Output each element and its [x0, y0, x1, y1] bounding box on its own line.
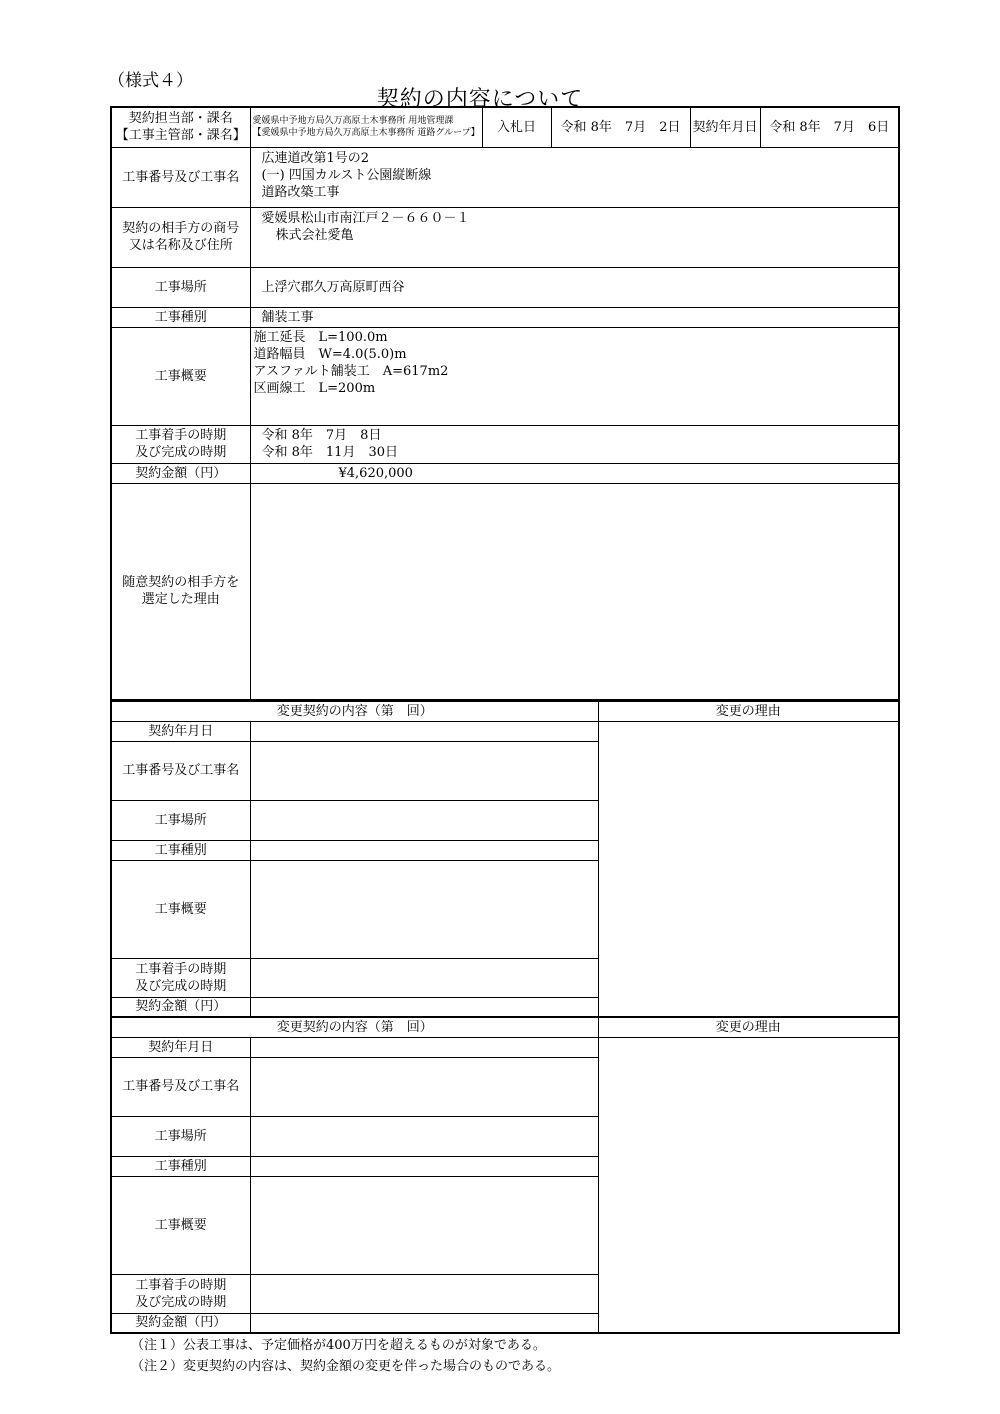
change-date-value [250, 721, 598, 741]
contractor-label: 契約の相手方の商号 又は名称及び住所 [111, 207, 250, 267]
contract-date-value: 令和 8年 7月 6日 [760, 107, 899, 147]
amount-label: 契約金額（円） [111, 463, 250, 483]
note-1: （注１）公表工事は、予定価格が400万円を超えるものが対象である。 [131, 1338, 546, 1353]
change-type-value [250, 1156, 598, 1176]
change-reason-header: 変更の理由 [598, 701, 899, 721]
change-date-label: 契約年月日 [111, 721, 250, 741]
dept-row [111, 107, 899, 147]
type-value: 舗装工事 [250, 307, 899, 327]
reason-value [250, 483, 899, 700]
change-reason-header: 変更の理由 [598, 1017, 899, 1037]
period-label: 工事着手の時期 及び完成の時期 [111, 425, 250, 463]
change-header: 変更契約の内容（第 回） [111, 1017, 598, 1037]
change-type-value [250, 840, 598, 860]
amount-row [111, 463, 899, 483]
change-overview-value [250, 860, 598, 958]
change-amount-value [250, 1313, 598, 1333]
change-work-value [250, 741, 598, 800]
change-period-value [250, 1274, 598, 1313]
type-row [111, 307, 899, 327]
change-overview-label: 工事概要 [111, 860, 250, 958]
change-period-label: 工事着手の時期 及び完成の時期 [111, 958, 250, 997]
change-reason-value [598, 1037, 899, 1333]
type-label: 工事種別 [111, 307, 250, 327]
contract-table [110, 106, 900, 701]
change-header-row [111, 701, 899, 721]
overview-row [111, 327, 899, 425]
period-value: 令和 8年 7月 8日 令和 8年 11月 30日 [250, 425, 899, 463]
change-date-value [250, 1037, 598, 1057]
bid-date-value: 令和 8年 7月 2日 [551, 107, 690, 147]
work-name-label: 工事番号及び工事名 [111, 147, 250, 207]
change-amount-label: 契約金額（円） [111, 997, 250, 1017]
change-location-value [250, 1116, 598, 1156]
change-type-label: 工事種別 [111, 1156, 250, 1176]
change-work-value [250, 1057, 598, 1116]
change-amount-value [250, 997, 598, 1017]
document-title: 契約の内容について [376, 87, 584, 112]
location-row [111, 267, 899, 307]
change-location-label: 工事場所 [111, 1116, 250, 1156]
change-date-label: 契約年月日 [111, 1037, 250, 1057]
period-row [111, 425, 899, 463]
bid-date-label: 入札日 [482, 107, 551, 147]
change-work-label: 工事番号及び工事名 [111, 741, 250, 800]
amount-value: ¥4,620,000 [250, 463, 899, 483]
reason-label: 随意契約の相手方を 選定した理由 [111, 483, 250, 700]
location-label: 工事場所 [111, 267, 250, 307]
reason-row [111, 483, 899, 700]
change-overview-value [250, 1176, 598, 1274]
contractor-row [111, 207, 899, 267]
contractor-value: 愛媛県松山市南江戸２－６６０－１ 株式会社愛亀 [250, 207, 899, 267]
change-type-label: 工事種別 [111, 840, 250, 860]
change-period-label: 工事着手の時期 及び完成の時期 [111, 1274, 250, 1313]
overview-value: 施工延長 L=100.0m 道路幅員 W=4.0(5.0)m アスファルト舗装工 A=617m2 区画線工 L=200m [250, 327, 899, 425]
change-location-value [250, 800, 598, 840]
change-table-1 [110, 700, 900, 1018]
change-table-2 [110, 1016, 900, 1334]
change-period-value [250, 958, 598, 997]
location-value: 上浮穴郡久万高原町西谷 [250, 267, 899, 307]
work-name-value: 広連道改第1号の2 (一) 四国カルスト公園縦断線 道路改築工事 [250, 147, 899, 207]
change-amount-label: 契約金額（円） [111, 1313, 250, 1333]
contract-date-label: 契約年月日 [690, 107, 760, 147]
note-2: （注２）変更契約の内容は、契約金額の変更を伴った場合のものである。 [131, 1359, 561, 1374]
work-name-row [111, 147, 899, 207]
dept-value: 愛媛県中予地方局久万高原土木事務所 用地管理課 【愛媛県中予地方局久万高原土木事務所 道路グループ】 [250, 107, 482, 147]
change-header: 変更契約の内容（第 回） [111, 701, 598, 721]
change-header-row [111, 1017, 899, 1037]
overview-label: 工事概要 [111, 327, 250, 425]
dept-label: 契約担当部・課名 【工事主管部・課名】 [111, 107, 250, 147]
change-location-label: 工事場所 [111, 800, 250, 840]
form-label: （様式４） [108, 71, 193, 91]
change-overview-label: 工事概要 [111, 1176, 250, 1274]
change-reason-value [598, 721, 899, 1017]
change-work-label: 工事番号及び工事名 [111, 1057, 250, 1116]
